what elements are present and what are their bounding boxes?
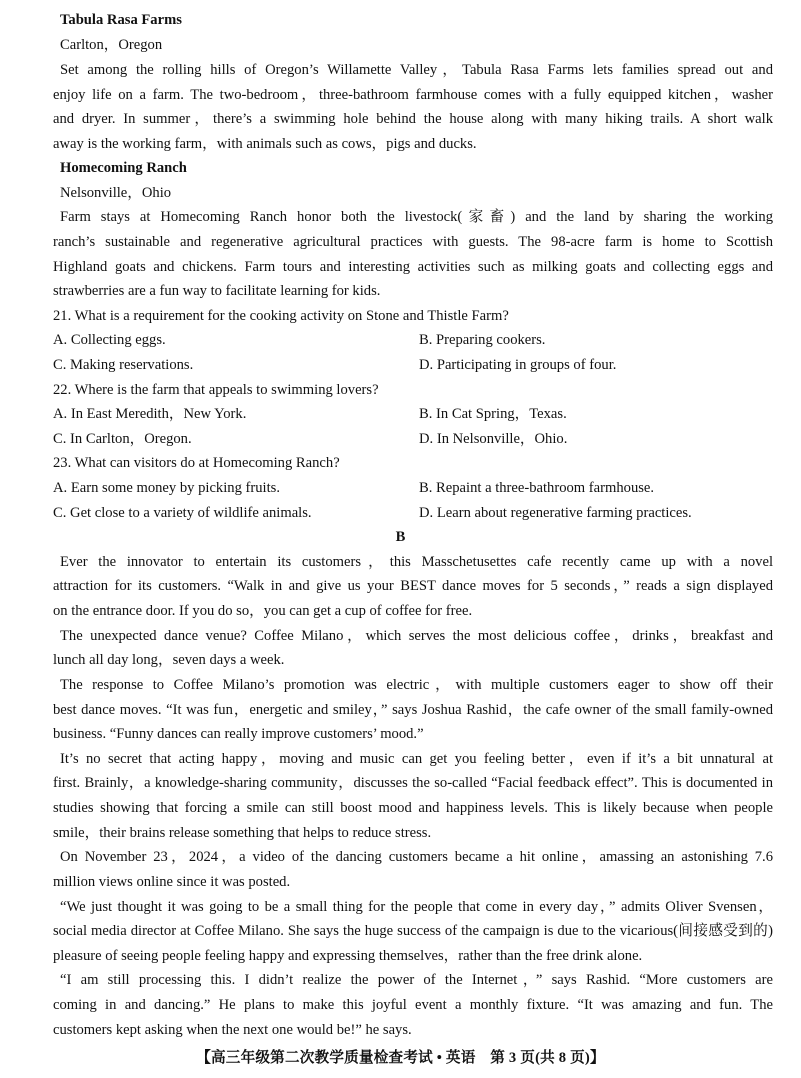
paragraph-line: first. Brainly，a knowledge-sharing community，discusses the so-called “Facial feedback effect”. This is documented in [53,775,773,791]
option-c[interactable]: C. Making reservations. [53,357,194,373]
question-stem: 22. Where is the farm that appeals to swimming lovers? [53,382,379,398]
paragraph-line: Farm stays at Homecoming Ranch honor both the livestock(家畜) and the land by sharing the working [60,209,773,225]
paragraph-line: The unexpected dance venue? Coffee Milano，which serves the most delicious coffee，drinks，breakfast and [60,628,773,644]
option-b[interactable]: B. In Cat Spring，Texas. [419,406,567,422]
paragraph-line: pleasure of seeing people feeling happy and expressing themselves，rather than the free drink alone. [53,948,643,964]
page-footer: 【高三年级第二次教学质量检查考试 • 英语 第 3 页(共 8 页)】 [196,1050,605,1066]
section-label: B [395,529,406,545]
farm-name: Homecoming Ranch [60,160,187,176]
paragraph-line: business. “Funny dances can really improve customers’ mood.” [53,726,424,742]
option-a[interactable]: A. In East Meredith，New York. [53,406,247,422]
option-d[interactable]: D. Learn about regenerative farming practices. [419,505,692,521]
paragraph-line: “We just thought it was going to be a small thing for the people that come in every day，” admits Oliver Svensen， [60,899,773,915]
paragraph-line: Set among the rolling hills of Oregon’s Willamette Valley，Tabula Rasa Farms lets families spread out and [60,62,773,78]
option-d[interactable]: D. Participating in groups of four. [419,357,617,373]
paragraph-line: enjoy life on a farm. The two-bedroom，three-bathroom farmhouse comes with a fully equipped kitchen，washer [53,87,773,103]
paragraph-line: million views online since it was posted. [53,874,291,890]
option-b[interactable]: B. Preparing cookers. [419,332,546,348]
paragraph-line: customers kept asking when the next one would be!” he says. [53,1022,412,1038]
option-c[interactable]: C. Get close to a variety of wildlife animals. [53,505,312,521]
paragraph-line: It’s no secret that acting happy，moving and music can get you feeling better，even if it’s a bit unnatural at [60,751,773,767]
option-b[interactable]: B. Repaint a three-bathroom farmhouse. [419,480,655,496]
question-stem: 23. What can visitors do at Homecoming Ranch? [53,455,340,471]
paragraph-line: On November 23，2024，a video of the dancing customers became a hit online，amassing an astonishing 7.6 [60,849,773,865]
paragraph-line: best dance moves. “It was fun，energetic and smiley，” says Joshua Rashid，the cafe owner of the small family-owned [53,702,773,718]
paragraph-line: The response to Coffee Milano’s promotion was electric，with multiple customers eager to show off their [60,677,773,693]
farm-name: Tabula Rasa Farms [60,12,182,28]
paragraph-line: studies showing that forcing a smile can still boost mood and happiness levels. This is likely because when people [53,800,773,816]
paragraph-line: and dryer. In summer，there’s a swimming hole behind the house along with many hiking trails. A short walk [53,111,773,127]
paragraph-line: attraction for its customers. “Walk in and give us your BEST dance moves for 5 seconds，” reads a sign displayed [53,578,773,594]
option-d[interactable]: D. In Nelsonville，Ohio. [419,431,568,447]
option-a[interactable]: A. Collecting eggs. [53,332,166,348]
paragraph-line: smile，their brains release something that helps to reduce stress. [53,825,432,841]
paragraph-line: strawberries are a fun way to facilitate learning for kids. [53,283,381,299]
paragraph-line: social media director at Coffee Milano. She says the huge success of the campaign is due to the vicarious(间接感受到的) [53,923,773,939]
question-stem: 21. What is a requirement for the cooking activity on Stone and Thistle Farm? [53,308,509,324]
paragraph-line: lunch all day long，seven days a week. [53,652,285,668]
paragraph-line: Ever the innovator to entertain its customers，this Masschetusettes cafe recently came up with a novel [60,554,773,570]
option-c[interactable]: C. In Carlton，Oregon. [53,431,192,447]
paragraph-line: ranch’s sustainable and regenerative agricultural practices with guests. The 98-acre farm is home to Scottish [53,234,773,250]
paragraph-line: “I am still processing this. I didn’t realize the power of the Internet，” says Rashid. “More customers are [60,972,773,988]
farm-location: Nelsonville，Ohio [60,185,172,201]
paragraph-line: Highland goats and chickens. Farm tours and interesting activities such as milking goats and collecting eggs and [53,259,773,275]
farm-location: Carlton，Oregon [60,37,163,53]
paragraph-line: coming in and dancing.” He plans to make this joyful event a monthly fixture. “It was amazing and fun. The [53,997,773,1013]
option-a[interactable]: A. Earn some money by picking fruits. [53,480,280,496]
paragraph-line: away is the working farm，with animals such as cows，pigs and ducks. [53,136,477,152]
paragraph-line: on the entrance door. If you do so，you can get a cup of coffee for free. [53,603,473,619]
